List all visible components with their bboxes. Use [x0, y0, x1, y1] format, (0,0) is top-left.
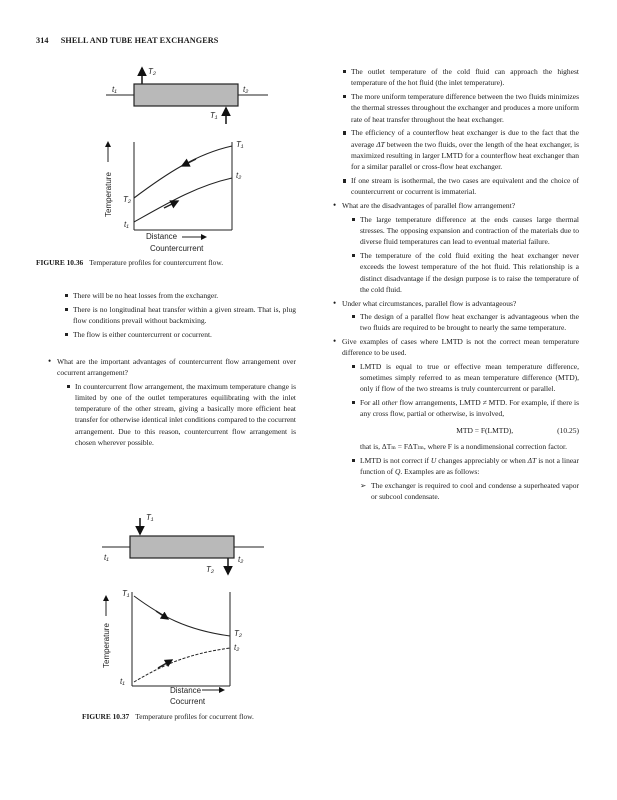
plot-label-t2: t₂	[234, 643, 240, 652]
text-run: For all	[360, 398, 382, 408]
question-list	[48, 356, 296, 448]
answer-list	[57, 381, 296, 449]
equation-10-25	[360, 425, 579, 436]
box-label-T1: T₁	[210, 111, 218, 120]
advantages-list	[333, 66, 579, 502]
list-item: There is no longitudinal heat transfer within a given stream. That is, plug flow conditions prevail without backmixing.	[64, 304, 296, 327]
figure-10-36	[36, 62, 276, 257]
box-label-t2: t₂	[238, 555, 244, 564]
left-column-question	[48, 356, 296, 451]
box-label-t2: t₂	[243, 85, 249, 94]
math-symbol: ≠	[482, 398, 487, 408]
equation-body: MTD = F(LMTD),	[456, 425, 514, 435]
question-text: What are the disadvantages of parallel flow arrangement?	[342, 201, 516, 211]
equation-explanation	[360, 441, 579, 452]
question-item	[48, 356, 296, 448]
answer-item: The large temperature difference at the ends causes large thermal stresses. The opposing expansion and contraction of the materials due to diverse fluid temperatures can lead to eventual material failure.	[351, 214, 579, 248]
emphasis: other	[381, 398, 398, 408]
box-label-t1: t₁	[104, 553, 109, 562]
list-item	[342, 127, 579, 172]
caption-text: Temperature profiles for cocurrent flow.	[135, 712, 254, 721]
list-item: There will be no heat losses from the exchanger.	[64, 290, 296, 301]
cold-fluid-curve	[134, 178, 232, 222]
text-run: MTD. For example, if there is any cross flow, partial or otherwise, is involved,	[360, 398, 580, 419]
figure-10-37-caption	[82, 712, 254, 721]
question-text: What are the important advantages of countercurrent flow arrangement over cocurrent arrangement?	[57, 357, 296, 378]
text-run: , where F is a nondimensional correction factor.	[423, 441, 567, 451]
box-label-T1: T₁	[146, 513, 154, 522]
plot-label-t2: t₂	[236, 171, 242, 180]
text-run: between the two fluids, over the length of the heat exchanger, is maximized resulting in larger LMTD for a counterflow heat exchanger than for a similar parallel or cross-flow heat exchanger.	[351, 139, 579, 172]
cold-direction-arrow	[158, 660, 172, 668]
text-run: The efficiency of a counterflow heat exchanger is due to the fact that the average	[351, 128, 579, 149]
math-symbol: Q	[395, 467, 401, 476]
figure-10-36-caption	[36, 258, 223, 267]
plot-label-t1: t₁	[120, 677, 125, 686]
question-text: Under what circumstances, parallel flow is advantageous?	[342, 298, 517, 308]
plot-label-T2: T₂	[123, 195, 131, 204]
hot-direction-arrow	[156, 611, 168, 619]
right-column	[333, 66, 579, 505]
hot-direction-arrow	[182, 159, 196, 166]
math-expression: ΔTₘ = FΔTₗₘ	[381, 441, 424, 451]
math-symbol: U	[430, 455, 437, 465]
figure-10-37	[36, 508, 276, 708]
question-item	[333, 336, 579, 502]
hot-fluid-curve	[134, 146, 232, 198]
question-text: Give examples of cases where LMTD is not the correct mean temperature difference to be used.	[342, 337, 579, 358]
box-label-t1: t₁	[112, 85, 117, 94]
running-title: SHELL AND TUBE HEAT EXCHANGERS	[60, 36, 219, 45]
list-item: The flow is either countercurrent or cocurrent.	[64, 329, 296, 340]
figure-title: Cocurrent	[170, 697, 206, 706]
answer-list	[342, 311, 579, 334]
math-symbol: ΔT	[376, 139, 385, 149]
answer-item: LMTD is equal to true or effective mean temperature difference, sometimes simply referred to as mean temperature difference (MTD), only if flow of the two streams is truly countercurrent or parallel.	[351, 361, 579, 395]
plot-label-T1: T₁	[236, 140, 244, 149]
figure-10-36-svg	[36, 62, 276, 257]
answer-item: The temperature of the cold fluid exiting the heat exchanger never exceeds the lowest temperature of the hot fluid. This relationship is a distinct disadvantage if the design purpose is to raise the temperature of the cold fluid.	[351, 250, 579, 295]
question-item	[333, 200, 579, 295]
answer-item	[351, 397, 579, 452]
box-label-T2: T₂	[206, 565, 214, 574]
x-axis-label: Distance	[170, 686, 202, 695]
page-number: 314	[36, 36, 49, 45]
caption-text: Temperature profiles for countercurrent flow.	[89, 258, 224, 267]
assumption-list	[55, 290, 296, 340]
answer-item	[351, 455, 579, 478]
caption-label: FIGURE 10.37	[82, 712, 130, 721]
text-run: that is,	[360, 441, 382, 451]
cold-fluid-curve	[134, 648, 230, 682]
caption-label: FIGURE 10.36	[36, 258, 84, 267]
x-axis-label: Distance	[146, 232, 178, 241]
running-header	[36, 36, 218, 45]
plot-label-T1: T₁	[122, 589, 130, 598]
hot-fluid-curve	[134, 596, 230, 636]
sub-answer-item: ➢ The exchanger is required to cool and condense a superheated vapor or subcool condensate.	[360, 480, 579, 503]
text-run: is not a linear function of	[360, 455, 579, 476]
figure-title: Countercurrent	[150, 244, 204, 253]
answer-list	[342, 361, 579, 503]
text-run: changes appreciably or when	[436, 455, 528, 465]
answer-item: The design of a parallel flow heat exchanger is advantageous when the two fluids are required to be brought to nearly the same temperature.	[351, 311, 579, 334]
figure-10-37-svg	[36, 508, 276, 708]
answer-list	[342, 214, 579, 296]
plot-label-T2: T₂	[234, 629, 242, 638]
exchanger-box	[130, 536, 234, 558]
math-symbol: ΔT	[527, 455, 537, 465]
list-item: The outlet temperature of the cold fluid can approach the highest temperature of the hot fluid (the inlet temperature).	[342, 66, 579, 89]
y-axis-label: Temperature	[104, 172, 113, 217]
list-item: The more uniform temperature difference between the two fluids minimizes the thermal stresses throughout the exchanger and produces a more uniform rate of heat transfer throughout the heat exchanger.	[342, 91, 579, 125]
question-item	[333, 298, 579, 334]
text-run: flow arrangements, LMTD	[397, 398, 483, 408]
text-run: LMTD is not correct if	[360, 455, 431, 465]
plot-label-t1: t₁	[124, 220, 129, 229]
list-item: If one stream is isothermal, the two cases are equivalent and the choice of countercurrent or cocurrent is immaterial.	[342, 175, 579, 198]
y-axis-label: Temperature	[102, 623, 111, 668]
equation-number: (10.25)	[557, 425, 579, 435]
exchanger-box	[134, 84, 238, 106]
text-run: . Examples are as follows:	[400, 467, 480, 476]
answer-item: In countercurrent flow arrangement, the maximum temperature change is limited by one of the outlet temperatures equilibrating with the inlet temperature of the other stream, giving a basically more efficient heat transfer for otherwise identical inlet conditions compared to the cocurrent arrangement. Due to this reason, countercurrent flow arrangement is chosen wherever possible.	[66, 381, 296, 449]
box-label-T2: T₂	[148, 67, 156, 76]
left-column	[64, 290, 296, 343]
